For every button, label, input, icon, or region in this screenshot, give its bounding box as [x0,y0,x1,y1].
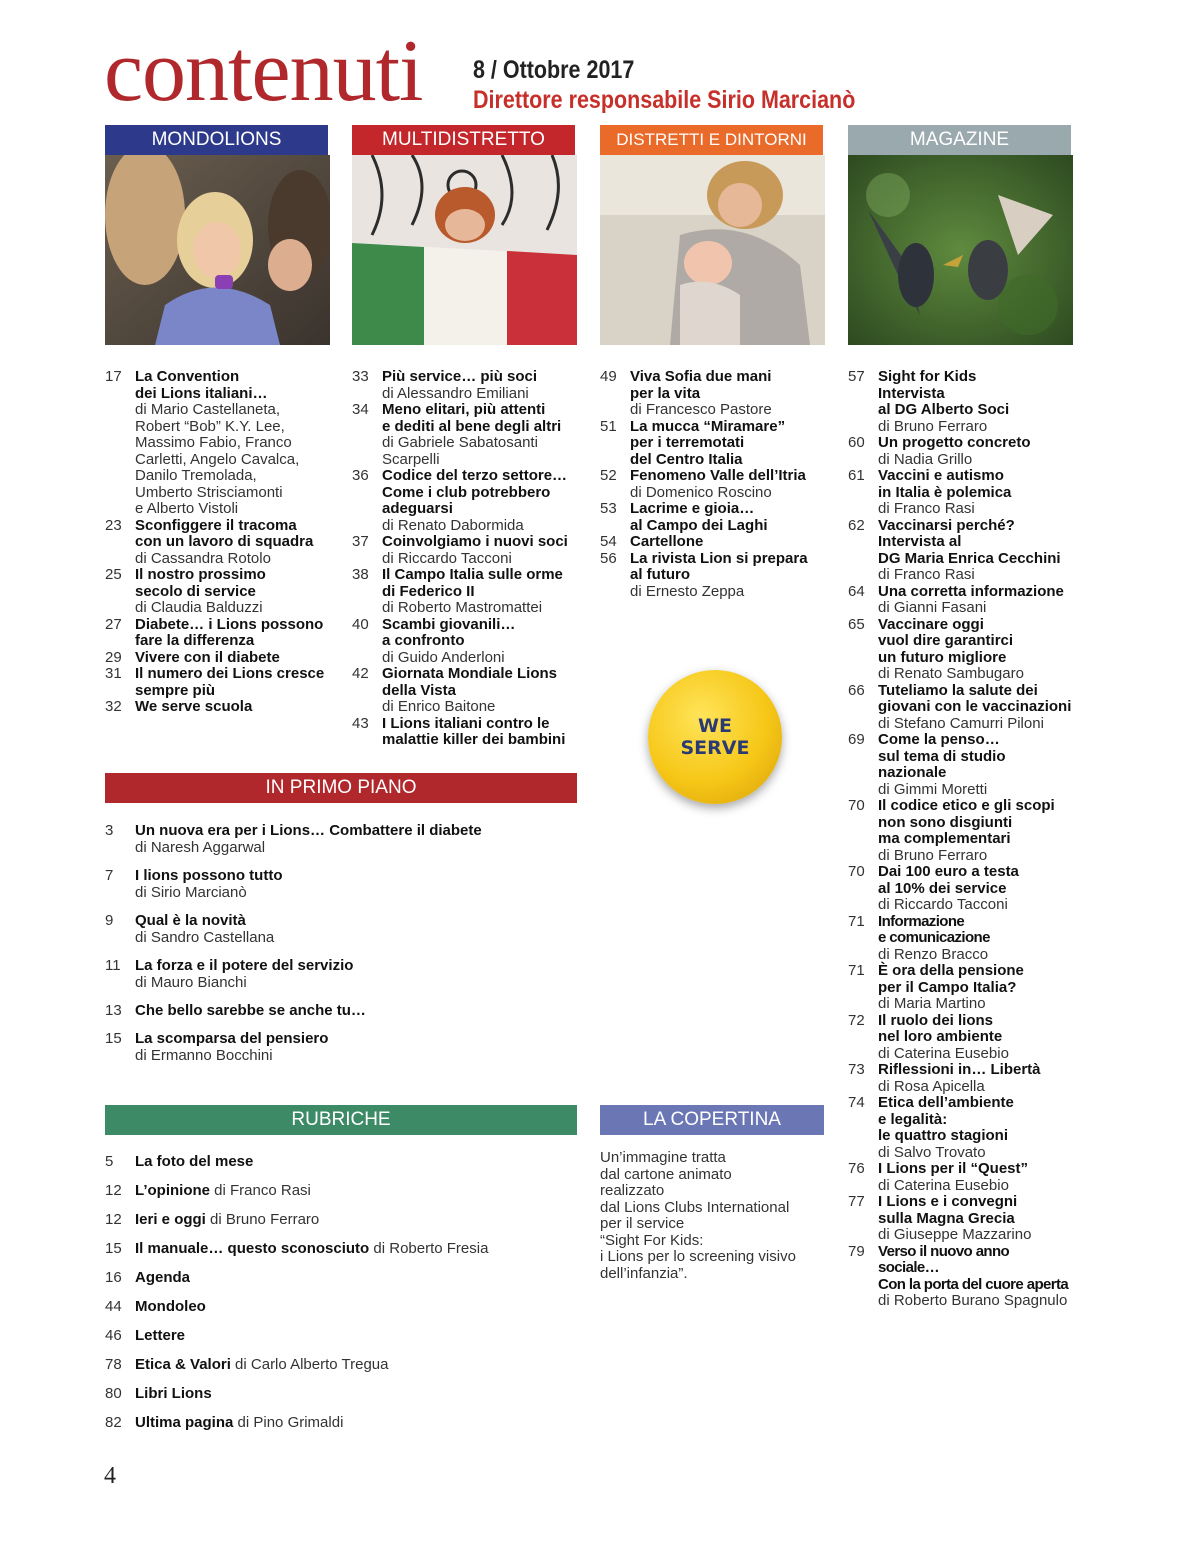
entry-title: La Convention dei Lions italiani… [135,368,268,402]
toc-entry[interactable] [600,369,825,419]
entry-title: Codice del terzo settore… Come i club potrebbero adeguarsi [382,467,568,517]
toc-entry[interactable] [105,666,335,699]
toc-entry[interactable] [848,518,1073,584]
page-number: 23 [105,516,122,534]
page-number: 46 [105,1327,122,1344]
entry-author: di Salvo Trovato [878,1143,986,1161]
toc-entry[interactable] [105,1327,575,1356]
entry-author: di Renato Sambugaro [878,665,1024,682]
entry-title: Tuteliamo la salute dei giovani con le vaccinazioni [878,681,1072,715]
column-magazine [848,369,1073,1310]
page-number: 49 [600,368,617,385]
toc-entry[interactable] [848,1194,1073,1244]
page-number: 33 [352,368,369,385]
toc-entry[interactable] [352,402,577,468]
photo-mother-with-baby [600,155,825,345]
page-number: 37 [352,533,369,550]
page-number: 12 [105,1182,122,1199]
page-number: 36 [352,467,369,484]
entry-author: di Roberto Fresia [373,1240,489,1257]
entry-author: di Cassandra Rotolo [135,549,271,567]
page-number: 77 [848,1193,865,1210]
entry-title: La foto del mese [135,1153,254,1170]
entry-author: di Bruno Ferraro [878,417,988,435]
entry-author: di Naresh Aggarwal [135,839,266,856]
entry-title: Giornata Mondiale Lions della Vista [382,665,558,699]
page-number: 71 [848,912,865,930]
toc-entry[interactable] [105,1298,575,1327]
entry-title: Etica dell’ambiente e legalità: le quattro stagioni [878,1094,1014,1144]
page-number: 73 [848,1061,865,1078]
entry-title: I Lions per il “Quest” [878,1160,1029,1177]
entry-author: di Enrico Baitone [382,698,496,715]
entry-title: Vaccini e autismo in Italia è polemica [878,467,1012,501]
rubriche-list [105,1153,575,1443]
toc-entry[interactable] [352,369,577,402]
entry-title: Come la penso… sul tema di studio nazionale [878,731,1006,781]
page-number: 34 [352,401,369,418]
entry-title: La rivista Lion si prepara al futuro [630,549,808,583]
page-number: 54 [600,533,617,550]
entry-author: di Maria Martino [878,995,986,1012]
entry-title: L’opinione [135,1182,210,1199]
entry-author: di Franco Rasi [878,566,975,583]
editor-credit: Direttore responsabile Sirio Marcianò [473,86,856,114]
photo-woman-with-flag [352,155,577,345]
page-number: 51 [600,417,617,435]
page-number: 25 [105,566,122,583]
toc-entry[interactable] [600,501,825,534]
toc-entry[interactable] [848,617,1073,683]
page-number: 70 [848,863,865,880]
page-title: contenuti [104,23,423,120]
entry-author: di Roberto Burano Spagnulo [878,1292,1068,1309]
entry-author: di Nadia Grillo [878,450,973,468]
entry-title: Sconfiggere il tracoma con un lavoro di squadra [135,516,314,550]
page-number: 42 [352,665,369,682]
toc-entry[interactable] [352,567,577,617]
entry-title: Riflessioni in… Libertà [878,1061,1041,1078]
entry-title: Un nuova era per i Lions… Combattere il diabete [135,822,482,839]
toc-entry[interactable] [848,732,1073,798]
page-number: 9 [105,912,114,929]
entry-author: di Gimmi Moretti [878,780,988,798]
toc-entry[interactable] [848,1161,1073,1194]
toc-entry[interactable] [105,912,575,946]
toc-entry[interactable] [105,699,335,716]
entry-title: Fenomeno Valle dell’Itria [630,467,806,484]
toc-entry[interactable] [105,1385,575,1414]
toc-entry[interactable] [600,551,825,601]
entry-author: di Caterina Eusebio [878,1044,1009,1062]
toc-entry[interactable] [105,1240,575,1269]
page-number: 82 [105,1414,122,1431]
entry-title: Ieri e oggi [135,1211,206,1228]
photo-birds [848,155,1073,345]
page-number: 43 [352,714,369,732]
toc-entry[interactable] [848,914,1073,964]
page-number: 78 [105,1356,122,1373]
entry-title: Lacrime e gioia… al Campo dei Laghi [630,500,768,534]
entry-title: Un progetto concreto [878,434,1031,451]
page-number: 12 [105,1211,122,1228]
toc-entry[interactable] [105,650,335,667]
toc-entry[interactable] [848,1095,1073,1161]
page-number: 27 [105,615,122,633]
toc-entry[interactable] [105,957,575,991]
entry-title: Etica & Valori [135,1356,231,1373]
entry-title: Informazione e comunicazione [878,912,990,946]
entry-title: Verso il nuovo anno sociale… Con la porta del cuore aperta [878,1242,1069,1293]
entry-author: di Renzo Bracco [878,945,989,963]
we-serve-badge [648,670,782,804]
section-header-in-primo-piano: IN PRIMO PIANO [105,773,577,803]
page-number: 56 [600,549,617,567]
entry-author: di Franco Rasi [878,500,975,517]
toc-entry[interactable] [848,864,1073,914]
entry-title: We serve scuola [135,698,253,715]
entry-author: di Gabriele Sabatosanti Scarpelli [382,434,538,468]
entry-title: È ora della pensione per il Campo Italia? [878,962,1024,996]
page-number: 38 [352,566,369,583]
entry-author: di Domenico Roscino [630,483,772,501]
entry-title: Ultima pagina [135,1414,234,1431]
toc-entry[interactable] [352,534,577,567]
entry-author: di Stefano Camurri Piloni [878,714,1044,732]
page-number: 11 [105,957,121,974]
entry-author: di Gianni Fasani [878,599,987,616]
cover-description: Un’immagine tratta dal cartone animato realizzato dal Lions Clubs International per il service “Sight For Kids: i Lions per lo screening visivo dell’infanzia”. [600,1149,796,1282]
page-number: 40 [352,615,369,633]
entry-title: I lions possono tutto [135,867,283,884]
entry-author: di Guido Anderloni [382,648,505,666]
entry-title: Il ruolo dei lions nel loro ambiente [878,1011,1003,1045]
toc-entry[interactable] [848,584,1073,617]
page-number: 60 [848,434,865,451]
page-number: 31 [105,665,122,682]
entry-title: I Lions italiani contro le malattie killer dei bambini [382,714,566,748]
primo-piano-list [105,822,575,1075]
entry-author: di Carlo Alberto Tregua [235,1356,389,1373]
entry-author: di Renato Dabormida [382,516,524,534]
entry-title: Sight for Kids Intervista al DG Alberto Soci [878,368,1010,418]
toc-entry[interactable] [848,963,1073,1013]
section-header-magazine: MAGAZINE [848,125,1071,155]
entry-author: di Alessandro Emiliani [382,384,529,402]
entry-author: di Claudia Balduzzi [135,599,263,616]
entry-title: Vivere con il diabete [135,648,280,666]
photo-girls-with-device [105,155,330,345]
page-number: 29 [105,648,122,666]
entry-title: Scambi giovanili… a confronto [382,615,516,649]
entry-title: Il manuale… questo sconosciuto [135,1240,370,1257]
entry-title: Che bello sarebbe se anche tu… [135,1002,366,1019]
entry-title: Libri Lions [135,1385,212,1402]
page-number: 72 [848,1011,865,1029]
entry-author: di Riccardo Tacconi [382,549,512,567]
toc-entry[interactable] [848,369,1073,435]
page-number: 52 [600,467,617,484]
toc-entry[interactable] [848,683,1073,733]
page-number: 17 [105,368,122,385]
entry-author: di Caterina Eusebio [878,1176,1009,1194]
entry-title: Vaccinare oggi vuol dire garantirci un futuro migliore [878,615,1014,666]
entry-author: di Roberto Mastromattei [382,599,543,616]
entry-title: Lettere [135,1327,186,1344]
toc-entry[interactable] [105,867,575,901]
entry-title: La forza e il potere del servizio [135,957,354,974]
entry-title: Mondoleo [135,1298,206,1315]
toc-entry[interactable] [105,1182,575,1211]
toc-entry[interactable] [848,1244,1073,1310]
page-number: 66 [848,681,865,699]
page-number: 13 [105,1002,122,1019]
entry-author: di Bruno Ferraro [878,846,988,864]
page-number: 80 [105,1385,122,1402]
entry-author: di Bruno Ferraro [210,1211,320,1228]
page-number: 71 [848,962,865,979]
section-header-distretti: DISTRETTI E DINTORNI [600,125,823,155]
entry-title: Il codice etico e gli scopi non sono disgiunti ma complementari [878,797,1055,847]
page-number: 69 [848,731,865,748]
toc-entry[interactable] [105,1414,575,1443]
issue-date: 8 / Ottobre 2017 [473,56,635,84]
entry-title: Meno elitari, più attenti e dediti al bene degli altri [382,401,562,435]
entry-author: di Riccardo Tacconi [878,896,1008,913]
toc-entry[interactable] [600,534,825,551]
toc-entry[interactable] [105,369,335,518]
entry-author: di Sirio Marcianò [135,884,247,901]
page-number: 64 [848,582,865,600]
page-number: 7 [105,867,114,884]
toc-entry[interactable] [105,1153,575,1182]
entry-title: Diabete… i Lions possono fare la differenza [135,615,324,649]
page-number: 15 [105,1030,122,1047]
toc-entry[interactable] [105,1356,575,1385]
entry-title: Vaccinarsi perché? Intervista al DG Maria Enrica Cecchini [878,516,1061,567]
page-folio: 4 [104,1463,116,1489]
page-number: 70 [848,797,865,814]
entry-title: Viva Sofia due mani per la vita [630,368,772,402]
entry-title: Coinvolgiamo i nuovi soci [382,533,568,550]
badge-line-1: WE [698,715,732,737]
column-multidistretto [352,369,577,749]
toc-entry[interactable] [600,419,825,469]
section-header-rubriche: RUBRICHE [105,1105,577,1135]
entry-title: La mucca “Miramare” per i terremotati del Centro Italia [630,417,786,468]
page-number: 62 [848,516,865,534]
entry-title: Una corretta informazione [878,582,1064,600]
column-distretti [600,369,825,600]
page-number: 53 [600,500,617,517]
badge-line-2: SERVE [680,737,750,759]
entry-title: Il Campo Italia sulle orme di Federico II [382,566,563,600]
page-number: 3 [105,822,114,839]
toc-entry[interactable] [848,435,1073,468]
toc-entry[interactable] [105,1002,575,1019]
toc-entry[interactable] [105,617,335,650]
page-number: 61 [848,467,865,484]
toc-entry[interactable] [848,468,1073,518]
entry-title: Dai 100 euro a testa al 10% dei service [878,863,1019,897]
toc-entry[interactable] [105,1211,575,1240]
page-number: 79 [848,1242,865,1260]
toc-entry[interactable] [105,822,575,856]
toc-entry[interactable] [600,468,825,501]
entry-author: di Sandro Castellana [135,929,275,946]
entry-title: Il nostro prossimo secolo di service [135,566,266,600]
section-header-multidistretto: MULTIDISTRETTO [352,125,575,155]
entry-title: Il numero dei Lions cresce sempre più [135,665,325,699]
entry-title: Qual è la novità [135,912,246,929]
toc-entry[interactable] [105,1269,575,1298]
entry-title: Più service… più soci [382,368,538,385]
entry-author: di Francesco Pastore [630,401,772,418]
page-number: 65 [848,615,865,633]
entry-title: Cartellone [630,533,704,550]
entry-author: di Franco Rasi [214,1182,311,1199]
page-number: 44 [105,1298,122,1315]
section-header-la-copertina: LA COPERTINA [600,1105,824,1135]
column-mondolions [105,369,335,716]
toc-entry[interactable] [352,468,577,534]
page-number: 76 [848,1160,865,1177]
page-number: 57 [848,368,865,385]
toc-entry[interactable] [105,1030,575,1064]
toc-entry[interactable] [352,716,577,749]
page-number: 32 [105,698,122,715]
entry-author: di Giuseppe Mazzarino [878,1226,1032,1243]
toc-entry[interactable] [352,617,577,667]
page-number: 16 [105,1269,122,1286]
page-number: 74 [848,1094,865,1111]
entry-author: di Ernesto Zeppa [630,582,745,600]
toc-entry[interactable] [848,1062,1073,1095]
toc-entry[interactable] [105,518,335,568]
page-number: 5 [105,1153,114,1170]
entry-title: I Lions e i convegni sulla Magna Grecia [878,1193,1018,1227]
toc-entry[interactable] [848,798,1073,864]
entry-author: di Mario Castellaneta, Robert “Bob” K.Y. Lee, Massimo Fabio, Franco Carletti, Angelo Cavalca, Danilo Tremolada, Umberto Strisciamonti e Alberto Vistoli [135,401,300,517]
entry-title: Agenda [135,1269,191,1286]
section-header-mondolions: MONDOLIONS [105,125,328,155]
entry-author: di Mauro Bianchi [135,974,247,991]
entry-title: La scomparsa del pensiero [135,1030,329,1047]
toc-entry[interactable] [105,567,335,617]
entry-author: di Pino Grimaldi [237,1414,344,1431]
page-number: 15 [105,1240,122,1257]
entry-author: di Rosa Apicella [878,1077,985,1095]
toc-entry[interactable] [352,666,577,716]
toc-entry[interactable] [848,1013,1073,1063]
entry-author: di Ermanno Bocchini [135,1047,273,1064]
